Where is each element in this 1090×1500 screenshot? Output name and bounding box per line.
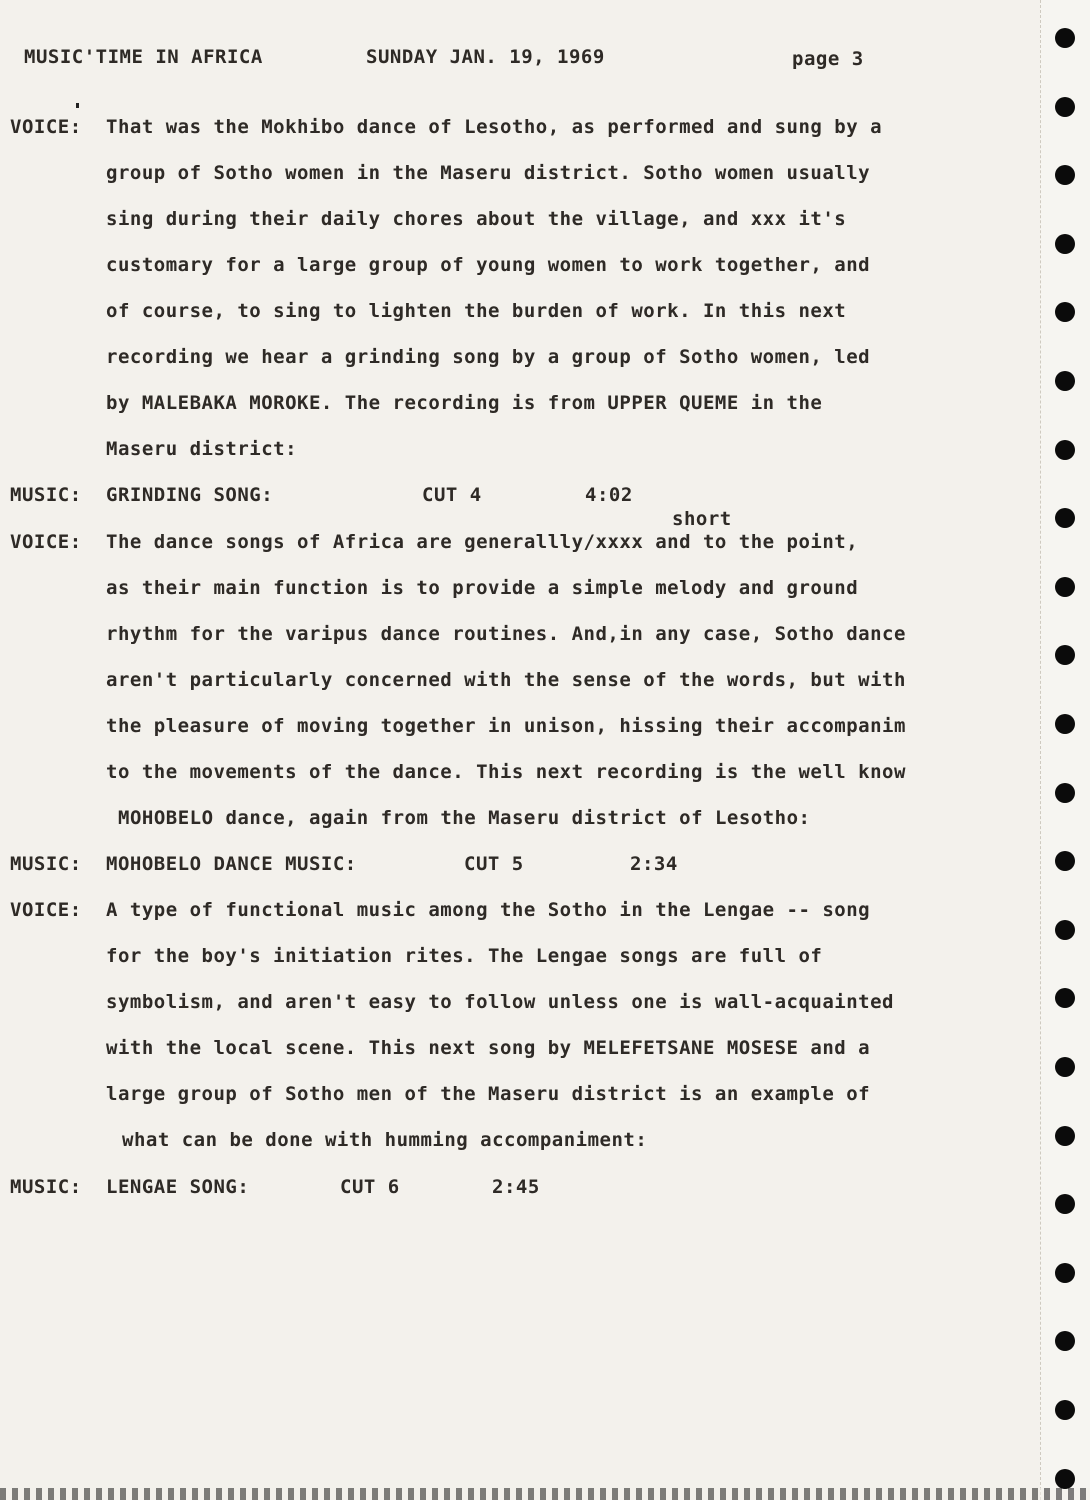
punch-hole xyxy=(1055,1469,1075,1489)
music-duration: 4:02 xyxy=(585,484,633,506)
punch-hole xyxy=(1055,97,1075,117)
script-line-text: and to the point, xyxy=(643,531,859,553)
music-cut: CUT 6 xyxy=(340,1176,400,1198)
punch-hole xyxy=(1055,1400,1075,1420)
music-cut: CUT 4 xyxy=(422,484,482,506)
music-cut: CUT 5 xyxy=(464,853,524,875)
script-line: Maseru district: xyxy=(106,438,298,460)
struck-word: xxxx xyxy=(595,531,644,553)
script-line: of course, to sing to lighten the burden of work. In this next xyxy=(106,300,847,322)
broadcast-date: SUNDAY JAN. 19, 1969 xyxy=(366,46,605,68)
script-line: recording we hear a grinding song by a group of Sotho women, led xyxy=(106,346,871,368)
punch-hole xyxy=(1055,714,1075,734)
script-line: rhythm for the varipus dance routines. And,in any case, Sotho dance xyxy=(106,623,906,645)
script-line: for the boy's initiation rites. The Lengae songs are full of xyxy=(106,945,823,967)
handwritten-insertion: short xyxy=(672,508,732,530)
script-line: group of Sotho women in the Maseru district. Sotho women usually xyxy=(106,162,871,184)
script-line: A type of functional music among the Sotho in the Lengae -- song xyxy=(106,899,871,921)
music-title: MOHOBELO DANCE MUSIC: xyxy=(106,853,357,875)
punch-hole xyxy=(1055,783,1075,803)
music-tag: MUSIC: xyxy=(10,853,82,875)
script-line-text: it's xyxy=(786,208,847,230)
perforated-bottom-edge xyxy=(0,1488,1090,1500)
music-title: GRINDING SONG: xyxy=(106,484,274,506)
music-title: LENGAE SONG: xyxy=(106,1176,250,1198)
punch-hole xyxy=(1055,440,1075,460)
ink-dot xyxy=(76,103,79,108)
script-line-text: sing during their daily chores about the village, and xyxy=(106,208,751,230)
voice-tag: VOICE: xyxy=(10,116,82,138)
music-tag: MUSIC: xyxy=(10,484,82,506)
music-tag: MUSIC: xyxy=(10,1176,82,1198)
music-duration: 2:45 xyxy=(492,1176,540,1198)
punch-hole xyxy=(1055,1126,1075,1146)
script-line: the pleasure of moving together in unison, hissing their accompanim xyxy=(106,715,906,737)
voice-tag: VOICE: xyxy=(10,531,82,553)
struck-word: xxx xyxy=(750,208,787,230)
script-line: what can be done with humming accompaniment: xyxy=(122,1129,648,1151)
script-line xyxy=(106,531,858,553)
script-line: with the local scene. This next song by MELEFETSANE MOSESE and a xyxy=(106,1037,871,1059)
script-line xyxy=(106,208,846,230)
script-line: customary for a large group of young women to work together, and xyxy=(106,254,871,276)
music-duration: 2:34 xyxy=(630,853,678,875)
script-line: to the movements of the dance. This next recording is the well know xyxy=(106,761,906,783)
voice-tag: VOICE: xyxy=(10,899,82,921)
script-line-text: The dance songs of Africa are generallly/ xyxy=(106,531,596,553)
punch-hole xyxy=(1055,371,1075,391)
script-line: That was the Mokhibo dance of Lesotho, as performed and sung by a xyxy=(106,116,883,138)
script-line: by MALEBAKA MOROKE. The recording is from UPPER QUEME in the xyxy=(106,392,823,414)
punch-hole xyxy=(1055,577,1075,597)
script-line: aren't particularly concerned with the sense of the words, but with xyxy=(106,669,906,691)
punch-hole xyxy=(1055,1263,1075,1283)
program-title: MUSIC'TIME IN AFRICA xyxy=(24,46,263,68)
script-line: symbolism, and aren't easy to follow unless one is wall-acquainted xyxy=(106,991,894,1013)
punch-hole xyxy=(1055,28,1075,48)
script-line: as their main function is to provide a simple melody and ground xyxy=(106,577,859,599)
punch-hole xyxy=(1055,1057,1075,1077)
punch-hole xyxy=(1055,234,1075,254)
script-line: MOHOBELO dance, again from the Maseru district of Lesotho: xyxy=(118,807,811,829)
page-number: page 3 xyxy=(792,48,864,70)
script-line: large group of Sotho men of the Maseru district is an example of xyxy=(106,1083,871,1105)
punch-hole xyxy=(1055,920,1075,940)
